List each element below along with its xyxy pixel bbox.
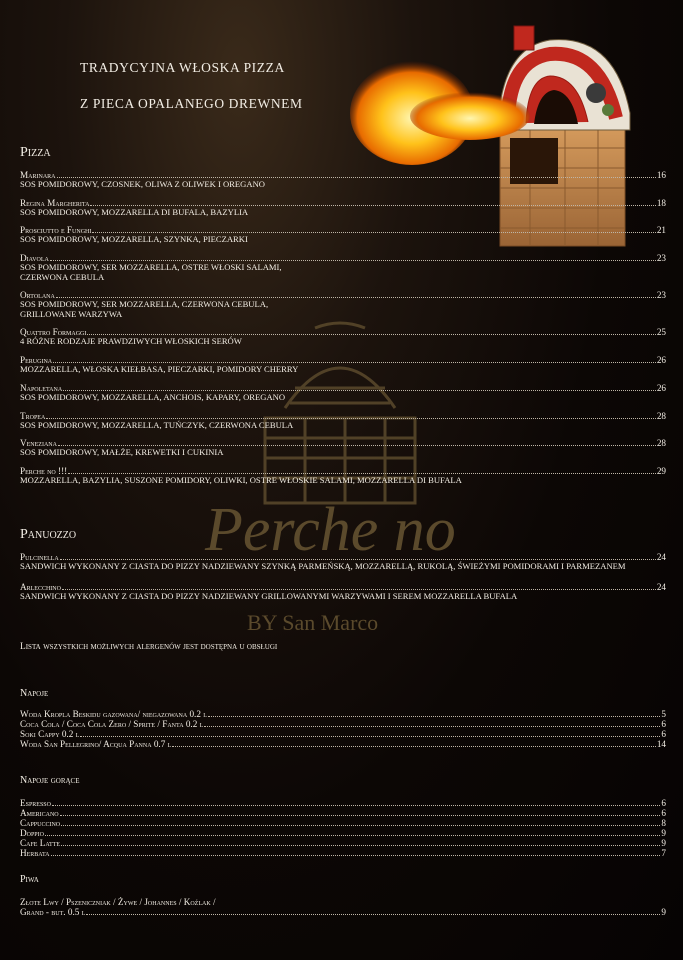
item-price: 9 xyxy=(661,838,666,848)
item-price: 21 xyxy=(656,225,666,236)
item-name: Herbata xyxy=(20,848,50,858)
leader-dots xyxy=(172,746,656,747)
menu-item-perche-no xyxy=(20,466,666,486)
item-price: 26 xyxy=(656,382,666,393)
menu-item-napoletana xyxy=(20,383,666,403)
panuozzo-section xyxy=(20,527,666,611)
item-price: 24 xyxy=(656,552,666,562)
menu-item-pulcinella xyxy=(20,552,666,572)
leader-dots xyxy=(63,390,656,391)
leader-dots xyxy=(87,334,655,335)
napoje-gorace-section xyxy=(20,775,666,858)
hero-subtitle: Z PIECA OPALANEGO DREWNEM xyxy=(80,96,303,111)
watermark-brand-text: Perche no xyxy=(205,496,456,564)
pizza-heading: Pizza xyxy=(20,145,51,160)
drink-item xyxy=(20,729,666,739)
item-price: 6 xyxy=(661,798,666,808)
item-name: Napoletana xyxy=(20,382,63,393)
leader-dots xyxy=(61,825,660,826)
leader-dots xyxy=(68,473,656,474)
leader-dots xyxy=(53,362,656,363)
item-price: 14 xyxy=(656,739,666,749)
drink-item xyxy=(20,818,666,828)
item-name: Diavola xyxy=(20,253,49,264)
napoje-gorace-list xyxy=(20,798,666,858)
menu-item-regina-margherita xyxy=(20,198,666,218)
item-price: 8 xyxy=(661,818,666,828)
menu-item-diavola xyxy=(20,253,666,282)
item-name-line-2: Grand - but. 0.5 l xyxy=(20,907,86,917)
item-price: 25 xyxy=(656,327,666,338)
watermark-byline-text: BY San Marco xyxy=(247,610,379,635)
item-name: Doppio xyxy=(20,828,44,838)
drink-item xyxy=(20,838,666,848)
leader-dots xyxy=(50,260,656,261)
item-name: Tropea xyxy=(20,410,46,421)
menu-item-tropea xyxy=(20,411,666,431)
napoje-section xyxy=(20,688,666,749)
leader-dots xyxy=(204,726,660,727)
hero-title: TRADYCYJNA WŁOSKA PIZZA xyxy=(80,60,285,75)
item-name: Soki Cappy 0.2 l xyxy=(20,729,80,739)
item-name-line-1: Złote Lwy / Pszeniczniak / Żywe / Johannes / Koźlak / xyxy=(20,897,216,907)
leader-dots xyxy=(80,736,660,737)
leader-dots xyxy=(60,559,656,560)
item-name: Ortolana xyxy=(20,290,55,301)
item-name: Quattro Formaggi xyxy=(20,327,87,338)
drink-item xyxy=(20,798,666,808)
piwa-section xyxy=(20,874,666,917)
item-description: SOS POMIDOROWY, SER MOZZARELLA, CZERWONA CEBULA, GRILLOWANE WARZYWA xyxy=(20,299,269,319)
leader-dots xyxy=(58,445,656,446)
item-description: MOZZARELLA, BAZYLIA, SUSZONE POMIDORY, OLIWKI, OSTRE WŁOSKIE SALAMI, MOZZARELLA DI BUFALA xyxy=(20,474,462,485)
item-name: Veneziana xyxy=(20,438,57,449)
napoje-gorace-heading: Napoje gorące xyxy=(20,775,80,786)
item-name: Marinara xyxy=(20,170,56,180)
item-price: 26 xyxy=(656,355,666,366)
item-price: 7 xyxy=(661,848,666,858)
piwa-list xyxy=(20,897,666,917)
panuozzo-heading: Panuozzo xyxy=(20,527,77,542)
menu-item-veneziana xyxy=(20,438,666,458)
item-price: 24 xyxy=(656,581,666,592)
item-name: Arlecchino xyxy=(20,581,61,592)
item-description: SOS POMIDOROWY, MOZZARELLA, SZYNKA, PIECZARKI xyxy=(20,234,248,245)
item-name: Perugina xyxy=(20,355,53,366)
leader-dots xyxy=(61,845,660,846)
item-name: Woda San Pellegrino/ Acqua Panna 0.7 l xyxy=(20,739,172,749)
item-name: Regina Margherita xyxy=(20,197,90,208)
item-price: 6 xyxy=(661,719,666,729)
napoje-heading: Napoje xyxy=(20,688,49,699)
menu-item-arlecchino xyxy=(20,582,666,602)
leader-dots xyxy=(57,177,656,178)
pizza-section xyxy=(20,145,666,494)
item-name: Espresso xyxy=(20,798,51,808)
item-name: Woda Kropla Beskidu gazowana/ niegazowana 0.2 l xyxy=(20,709,207,719)
panuozzo-list xyxy=(20,552,666,601)
leader-dots xyxy=(92,232,655,233)
drink-item xyxy=(20,848,666,858)
leader-dots xyxy=(46,418,656,419)
item-price: 29 xyxy=(656,465,666,476)
drink-item xyxy=(20,808,666,818)
item-price: 5 xyxy=(661,709,666,719)
napoje-list xyxy=(20,709,666,749)
item-price: 6 xyxy=(661,729,666,739)
leader-dots xyxy=(62,589,656,590)
piwa-heading: Piwa xyxy=(20,874,39,885)
menu-item-perugina xyxy=(20,355,666,375)
leader-dots xyxy=(51,855,661,856)
menu-item-quattro-formaggi xyxy=(20,327,666,347)
menu-item-prosciutto-e-funghi xyxy=(20,225,666,245)
drink-item xyxy=(20,739,666,749)
item-name: Americano xyxy=(20,808,59,818)
item-description: SOS POMIDOROWY, CZOSNEK, OLIWA Z OLIWEK I OREGANO xyxy=(20,179,265,189)
item-price: 9 xyxy=(661,907,666,917)
item-description: SANDWICH WYKONANY Z CIASTA DO PIZZY NADZIEWANY GRILLOWANYMI WARZYWAMI I SEREM MOZZARELLA BUFALA xyxy=(20,590,518,601)
item-description: 4 RÓŻNE RODZAJE PRAWDZIWYCH WŁOSKICH SERÓW xyxy=(20,336,242,347)
item-price: 18 xyxy=(656,197,666,208)
item-description: SANDWICH WYKONANY Z CIASTA DO PIZZY NADZIEWANY SZYNKĄ PARMEŃSKĄ, MOZZARELLĄ, RUKOLĄ, ŚWIEŻYMI POMIDORAMI I PARMEZANEM xyxy=(20,561,626,571)
item-price: 28 xyxy=(656,410,666,421)
item-description: SOS POMIDOROWY, SER MOZZARELLA, OSTRE WŁOSKI SALAMI, CZERWONA CEBULA xyxy=(20,262,282,282)
leader-dots xyxy=(52,805,660,806)
item-name: Cafe Latte xyxy=(20,838,61,848)
pizza-list xyxy=(20,170,666,485)
item-price: 6 xyxy=(661,808,666,818)
item-name: Prosciutto e Funghi xyxy=(20,225,92,236)
item-price: 28 xyxy=(656,438,666,449)
leader-dots xyxy=(60,815,661,816)
item-price: 23 xyxy=(656,290,666,301)
item-name: Cappuccino xyxy=(20,818,61,828)
item-price: 9 xyxy=(661,828,666,838)
allergen-notice: Lista wszystkich możliwych alergenów jest dostępna u obsługi xyxy=(20,642,278,652)
item-name: Coca Cola / Coca Cola Zero / Sprite / Fanta 0.2 l xyxy=(20,719,204,729)
drink-item xyxy=(20,719,666,729)
leader-dots xyxy=(86,914,660,915)
item-price: 16 xyxy=(656,170,666,180)
drink-item xyxy=(20,709,666,719)
item-price: 23 xyxy=(656,253,666,264)
item-description: MOZZARELLA, WŁOSKA KIEŁBASA, PIECZARKI, POMIDORY CHERRY xyxy=(20,364,299,375)
item-name: Perche no !!! xyxy=(20,465,68,476)
item-description: SOS POMIDOROWY, MOZZARELLA, TUŃCZYK, CZERWONA CEBULA xyxy=(20,419,294,430)
menu-item-marinara xyxy=(20,170,666,190)
leader-dots xyxy=(208,716,661,717)
leader-dots xyxy=(56,297,656,298)
item-name: Pulcinella xyxy=(20,552,59,562)
item-description: SOS POMIDOROWY, MAŁŻE, KREWETKI I CUKINIA xyxy=(20,447,224,458)
drink-item xyxy=(20,828,666,838)
leader-dots xyxy=(45,835,660,836)
item-description: SOS POMIDOROWY, MOZZARELLA, ANCHOIS, KAPARY, OREGANO xyxy=(20,391,286,402)
drink-item xyxy=(20,897,666,917)
item-description: SOS POMIDOROWY, MOZZARELLA DI BUFALA, BAZYLIA xyxy=(20,206,249,217)
menu-item-ortolana xyxy=(20,290,666,319)
leader-dots xyxy=(90,205,655,206)
